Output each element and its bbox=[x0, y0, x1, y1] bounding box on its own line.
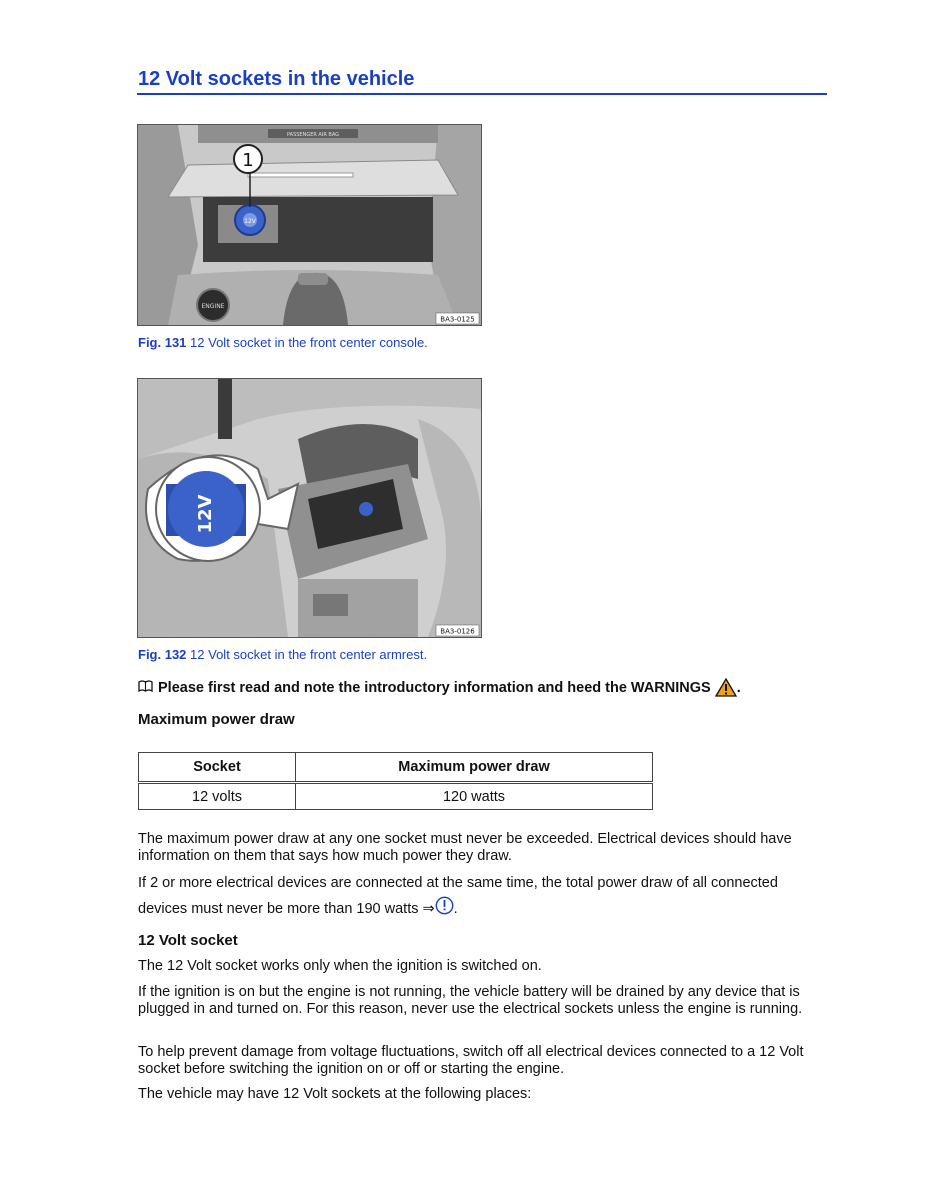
figure-132-image bbox=[137, 378, 482, 638]
paragraph-battery: If the ignition is on but the engine is not running, the vehicle battery will be drained by any device that is plugged in and turned on. For this reason, never use the electrical sockets unless the engine is running. bbox=[138, 984, 803, 1017]
column-header-socket: Socket bbox=[139, 753, 296, 783]
intro-note-end: . bbox=[736, 679, 741, 696]
paragraph-line: If 2 or more electrical devices are connected at the same time, the total power draw of all connected bbox=[138, 875, 778, 891]
column-header-max-power: Maximum power draw bbox=[296, 753, 653, 783]
paragraph-end: . bbox=[453, 901, 458, 917]
figure-caption-text: 12 Volt socket in the front center console. bbox=[190, 335, 428, 350]
table-cell-socket: 12 volts bbox=[139, 783, 296, 810]
figure-caption-text: 12 Volt socket in the front center armrest. bbox=[190, 647, 428, 662]
intro-note bbox=[138, 678, 741, 697]
figure-132-caption bbox=[138, 647, 427, 662]
title-underline bbox=[137, 93, 827, 95]
paragraph-max-power: The maximum power draw at any one socket must never be exceeded. Electrical devices should have information on them that says how much power they draw. bbox=[138, 831, 792, 864]
airbag-label: PASSENGER AIR BAG bbox=[286, 132, 340, 138]
socket-label-132: 12V bbox=[195, 494, 216, 534]
power-draw-table bbox=[138, 752, 653, 810]
section-heading-max-power: Maximum power draw bbox=[138, 711, 295, 728]
figure-label: Fig. 131 bbox=[138, 335, 187, 350]
engine-button-label: ENGINE bbox=[201, 303, 225, 310]
paragraph-total-power bbox=[138, 875, 828, 920]
paragraph-locations: The vehicle may have 12 Volt sockets at the following places: bbox=[138, 1086, 532, 1102]
image-code: BA3-0125 bbox=[440, 315, 475, 324]
figure-131-caption bbox=[138, 335, 428, 350]
callout-number: 1 bbox=[242, 150, 254, 171]
table-header-row bbox=[139, 753, 653, 783]
paragraph-voltage: To help prevent damage from voltage fluctuations, switch off all electrical devices connected to a 12 Volt socket before switching the ignition on or off or starting the engine. bbox=[138, 1044, 804, 1077]
paragraph-ignition: The 12 Volt socket works only when the ignition is switched on. bbox=[138, 958, 542, 974]
image-code: BA3-0126 bbox=[440, 627, 475, 636]
paragraph-line-text: devices must never be more than 190 watts ⇒ bbox=[138, 901, 435, 917]
caution-circle-icon[interactable] bbox=[435, 896, 454, 920]
figure-label: Fig. 132 bbox=[138, 647, 187, 662]
figure-131-image bbox=[137, 124, 482, 326]
page-title: 12 Volt sockets in the vehicle bbox=[138, 68, 415, 90]
intro-note-text: Please first read and note the introductory information and heed the WARNINGS bbox=[158, 679, 711, 696]
section-heading-12v-socket: 12 Volt socket bbox=[138, 932, 238, 949]
socket-label-131: 12V bbox=[244, 218, 256, 225]
warning-triangle-icon[interactable] bbox=[715, 678, 737, 697]
table-cell-power: 120 watts bbox=[296, 783, 653, 810]
table-row bbox=[139, 783, 653, 810]
paragraph-line-with-link bbox=[138, 896, 828, 920]
book-icon bbox=[138, 680, 153, 696]
